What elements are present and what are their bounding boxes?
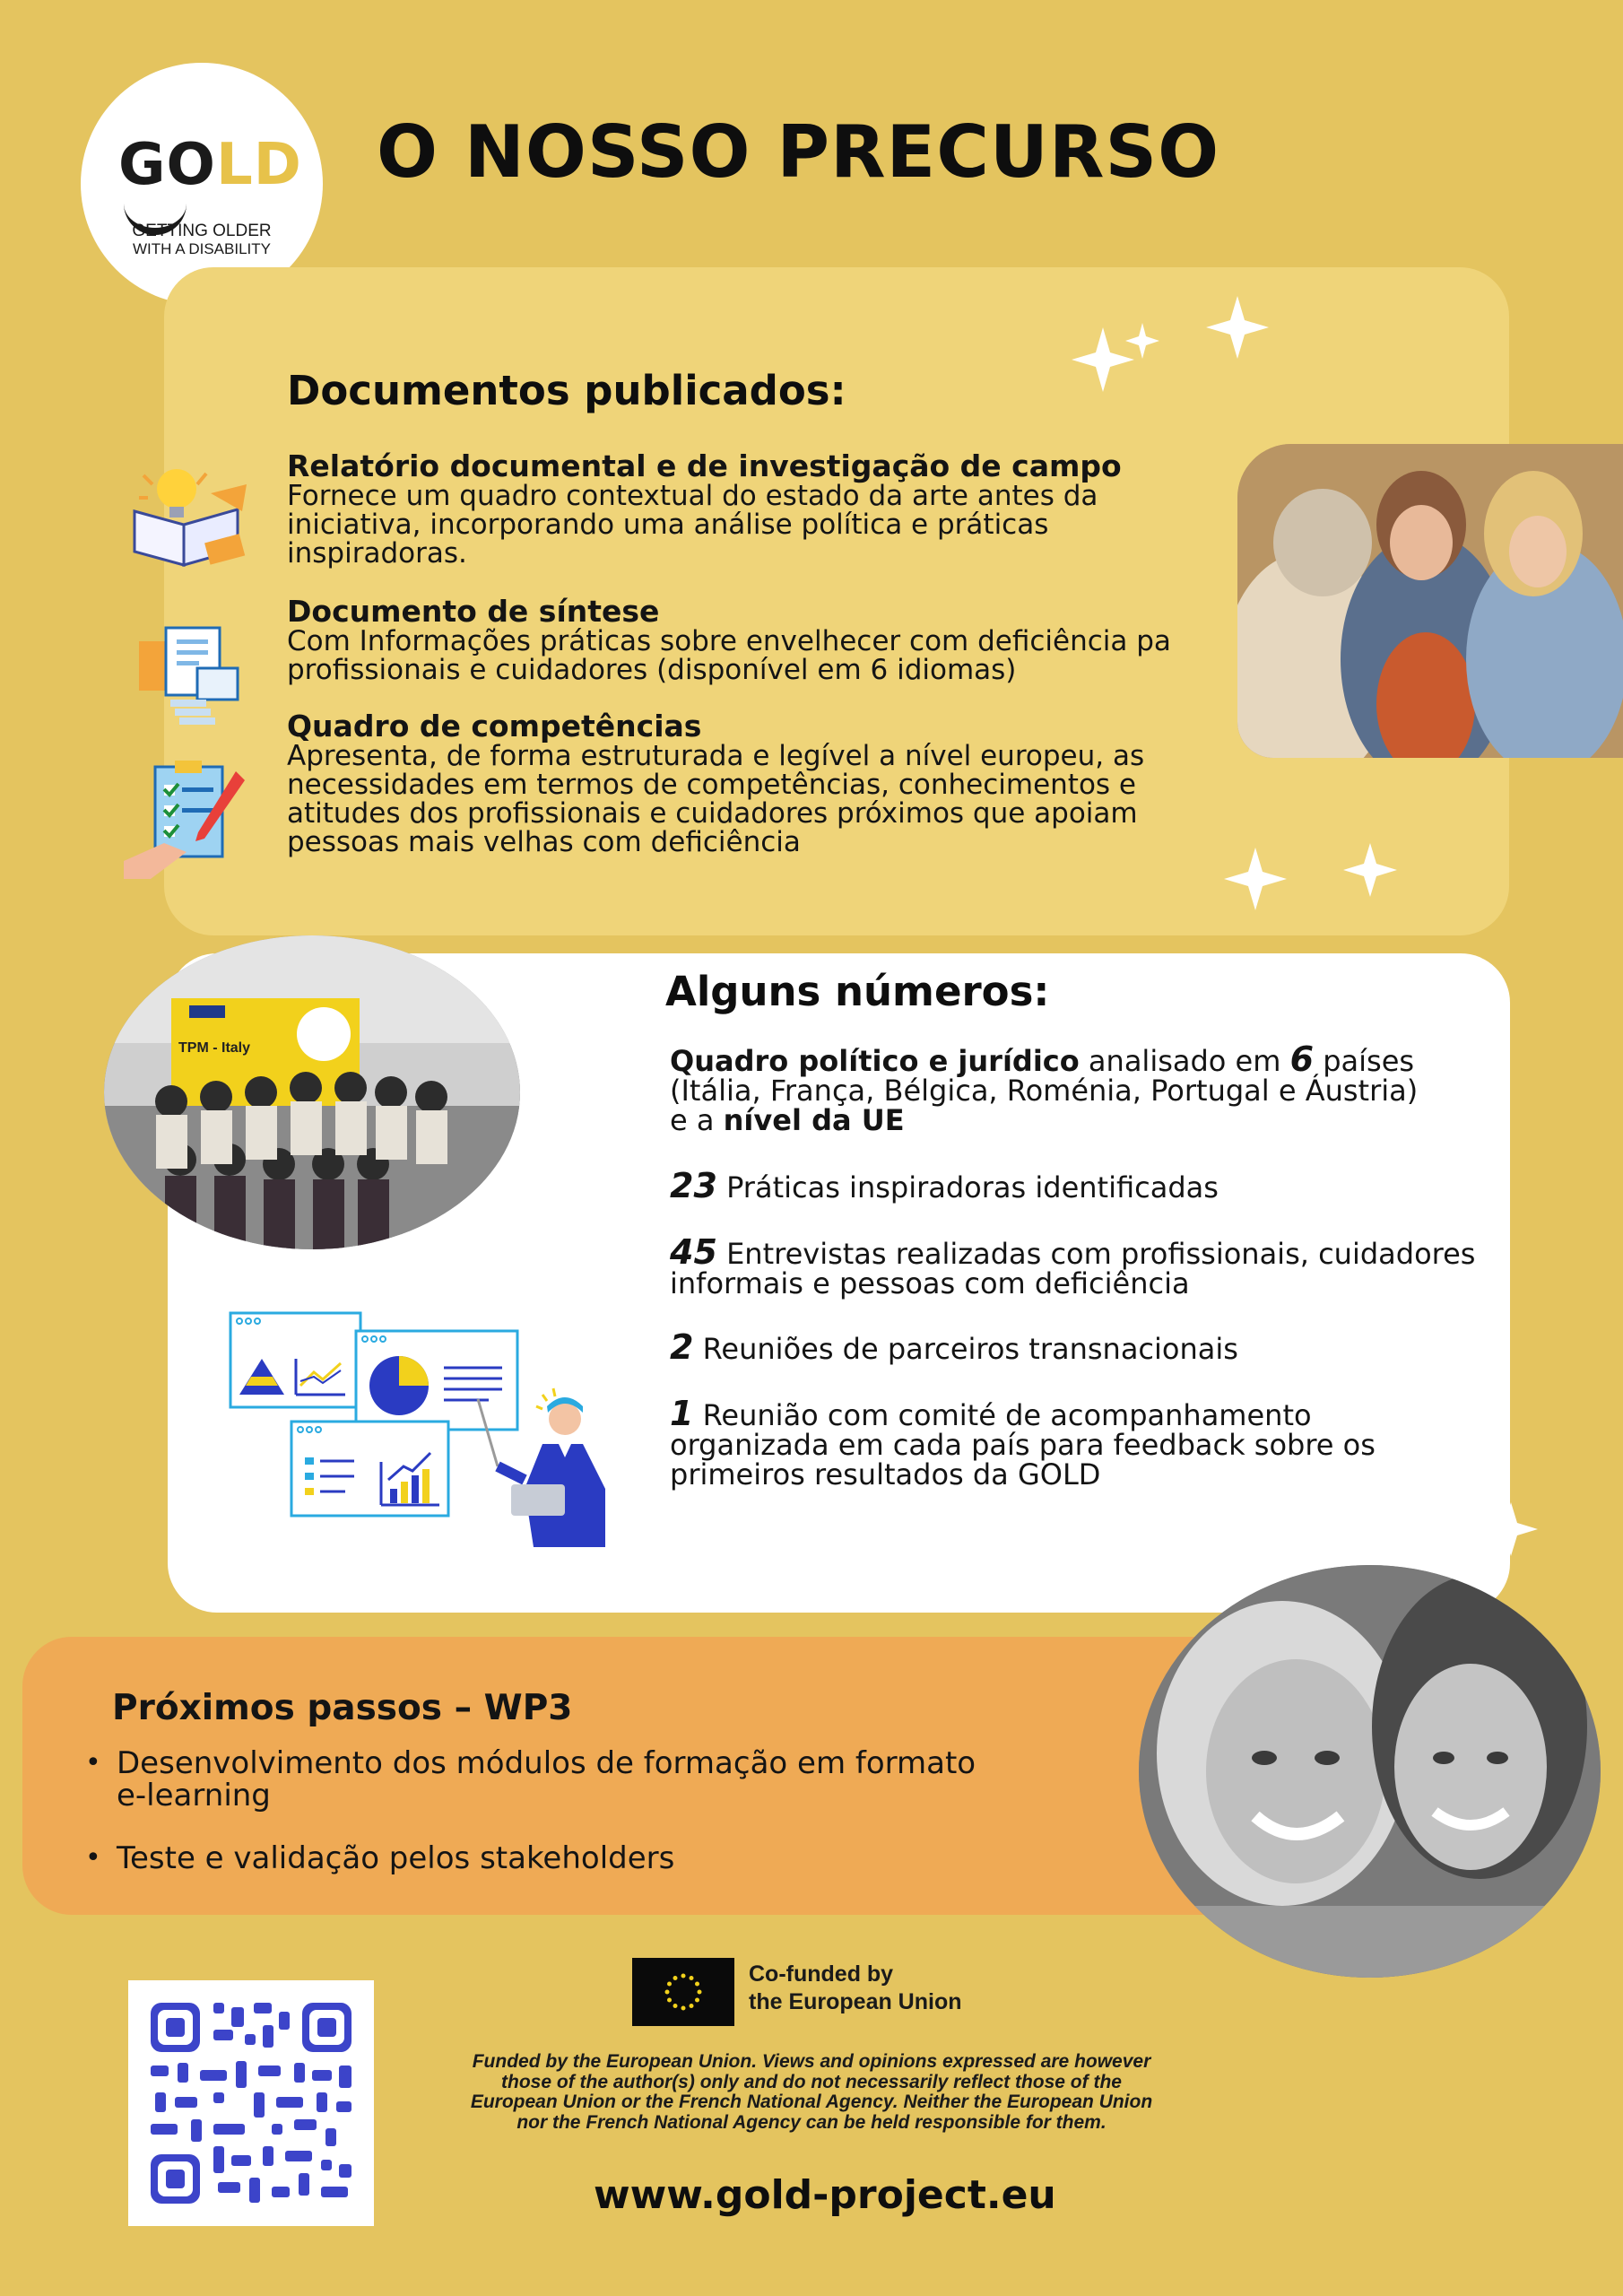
eu-cofunded-label: Co-funded by the European Union bbox=[749, 1961, 962, 2014]
funding-disclaimer: Funded by the European Union. Views and opinions expressed are however those of the author(s) only and do not necessarily reflect those of the European Union or the French National Agency. Neither the European Union nor the French National Agency can be held responsible for them. bbox=[470, 2051, 1153, 2133]
photo-group-meeting bbox=[104, 935, 520, 1249]
number-item-interviews: 45 Entrevistas realizadas com profissionais, cuidadores informais e pessoas com deficiência bbox=[670, 1232, 1476, 1300]
document-title: Relatório documental e de investigação de campo bbox=[287, 448, 1122, 483]
document-description-line: Com Informações práticas sobre envelhecer com deficiência pa bbox=[287, 625, 1171, 657]
qr-code[interactable] bbox=[128, 1980, 374, 2226]
document-description-line: Fornece um quadro contextual do estado da arte antes da bbox=[287, 480, 1098, 512]
number-item-committee: 1 Reunião com comité de acompanhamento organizada em cada país para feedback sobre os primeiros resultados da GOLD bbox=[670, 1394, 1376, 1492]
document-description-line: pessoas mais velhas com deficiência bbox=[287, 826, 801, 858]
sparkle-icons-top bbox=[1072, 291, 1278, 399]
checklist-pencil-icon bbox=[119, 753, 254, 870]
document-description-line: iniciativa, incorporando uma análise política e práticas bbox=[287, 509, 1049, 541]
next-step-item: • Teste e validação pelos stakeholders bbox=[85, 1840, 675, 1876]
document-item-competences bbox=[287, 711, 1363, 857]
number-item-practices: 23 Práticas inspiradoras identificadas bbox=[670, 1166, 1219, 1205]
photo-two-women bbox=[1139, 1565, 1601, 1978]
number-item-policy: Quadro político e jurídico analisado em 6 países (Itália, França, Bélgica, Roménia, Portugal e Áustria) e a nível da UE bbox=[670, 1039, 1419, 1137]
document-title: Documento de síntese bbox=[287, 594, 660, 629]
document-description-line: Apresenta, de forma estruturada e legível a nível europeu, as bbox=[287, 740, 1145, 772]
sparkle-icon-side bbox=[1488, 1498, 1542, 1561]
document-description-line: inspiradoras. bbox=[287, 537, 467, 570]
logo-wordmark: GOLD bbox=[118, 132, 302, 198]
document-item-synthesis bbox=[287, 596, 1363, 684]
document-description-line: necessidades em termos de competências, conhecimentos e bbox=[287, 769, 1136, 801]
data-presentation-illustration bbox=[229, 1309, 614, 1547]
numbers-heading: Alguns números: bbox=[665, 968, 1050, 1015]
screen-text: TPM - Italy bbox=[178, 1040, 251, 1056]
logo-tagline: GETTING OLDER WITH A DISABILITY bbox=[132, 222, 272, 257]
document-title: Quadro de competências bbox=[287, 709, 702, 744]
next-step-item: • Desenvolvimento dos módulos de formação em formato e-learning bbox=[85, 1745, 976, 1813]
eu-flag-icon bbox=[632, 1958, 734, 2026]
document-item-report bbox=[287, 448, 1363, 570]
page-title: O NOSSO PRECURSO bbox=[377, 110, 1220, 194]
number-item-meetings: 2 Reuniões de parceiros transnacionais bbox=[670, 1327, 1238, 1367]
document-description-line: profissionais e cuidadores (disponível em 6 idiomas) bbox=[287, 654, 1017, 686]
next-steps-heading: Próximos passos – WP3 bbox=[112, 1688, 573, 1728]
book-lightbulb-icon bbox=[121, 457, 256, 574]
photo-friends-hugging bbox=[1237, 444, 1623, 758]
website-link[interactable]: www.gold-project.eu bbox=[594, 2172, 1056, 2218]
document-description-line: atitudes dos profissionais e cuidadores próximos que apoiam bbox=[287, 797, 1138, 830]
documents-screen-icon bbox=[130, 614, 265, 731]
documents-heading: Documentos publicados: bbox=[287, 367, 846, 414]
